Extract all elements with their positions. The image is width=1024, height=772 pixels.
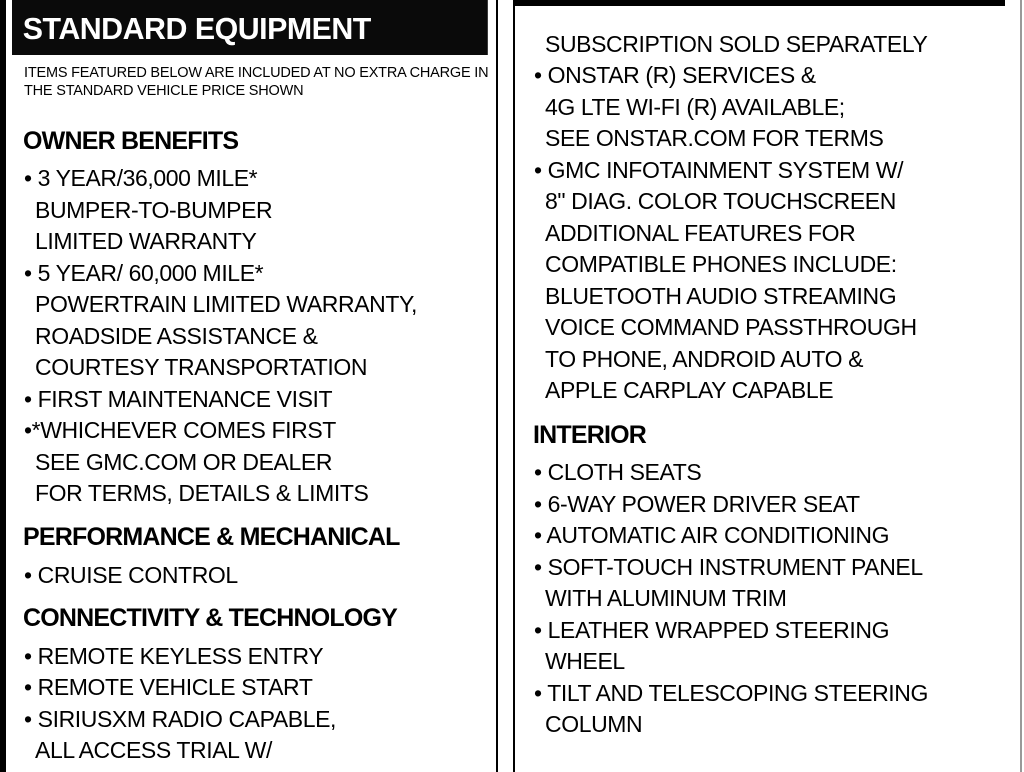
connectivity-continued-line: SUBSCRIPTION SOLD SEPARATELY	[545, 31, 928, 57]
connectivity-continued-line: • GMC INFOTAINMENT SYSTEM W/	[534, 157, 904, 183]
intro-line-1: ITEMS FEATURED BELOW ARE INCLUDED AT NO EXTRA CHARGE IN	[24, 65, 489, 81]
owner-benefits-line: • FIRST MAINTENANCE VISIT	[24, 386, 333, 412]
owner-benefits-line: • 5 YEAR/ 60,000 MILE*	[24, 260, 264, 286]
connectivity-continued-line: ADDITIONAL FEATURES FOR	[545, 220, 856, 246]
owner-benefits-line: SEE GMC.COM OR DEALER	[35, 449, 333, 475]
owner-benefits-line: ROADSIDE ASSISTANCE &	[35, 323, 318, 349]
interior-line: • CLOTH SEATS	[534, 459, 702, 485]
interior-line: WITH ALUMINUM TRIM	[545, 585, 787, 611]
owner-benefits-line: BUMPER-TO-BUMPER	[35, 197, 273, 223]
interior-line: • SOFT-TOUCH INSTRUMENT PANEL	[534, 554, 923, 580]
connectivity-continued-line: TO PHONE, ANDROID AUTO &	[545, 346, 864, 372]
interior-line: • AUTOMATIC AIR CONDITIONING	[534, 522, 890, 548]
connectivity-continued-line: COMPATIBLE PHONES INCLUDE:	[545, 251, 897, 277]
interior-line: COLUMN	[545, 711, 643, 737]
interior-line: • TILT AND TELESCOPING STEERING	[534, 680, 928, 706]
connectivity-continued-line: 4G LTE WI-FI (R) AVAILABLE;	[545, 94, 845, 120]
connectivity-line: ALL ACCESS TRIAL W/	[35, 737, 272, 763]
right-edge-rule	[1020, 0, 1022, 772]
connectivity-title: CONNECTIVITY & TECHNOLOGY	[23, 604, 398, 632]
performance-title: PERFORMANCE & MECHANICAL	[23, 523, 400, 551]
interior-line: WHEEL	[545, 648, 625, 674]
connectivity-continued-line: SEE ONSTAR.COM FOR TERMS	[545, 125, 884, 151]
intro-line-2: THE STANDARD VEHICLE PRICE SHOWN	[24, 83, 304, 99]
owner-benefits-line: LIMITED WARRANTY	[35, 228, 257, 254]
performance-line: • CRUISE CONTROL	[24, 562, 238, 588]
owner-benefits-title: OWNER BENEFITS	[23, 127, 239, 155]
connectivity-line: • SIRIUSXM RADIO CAPABLE,	[24, 706, 337, 732]
owner-benefits-line: FOR TERMS, DETAILS & LIMITS	[35, 480, 369, 506]
connectivity-continued-line: BLUETOOTH AUDIO STREAMING	[545, 283, 897, 309]
left-column	[0, 0, 498, 772]
right-column	[513, 0, 1024, 772]
interior-line: • LEATHER WRAPPED STEERING	[534, 617, 890, 643]
connectivity-continued-line: VOICE COMMAND PASSTHROUGH	[545, 314, 917, 340]
connectivity-line: • REMOTE VEHICLE START	[24, 674, 313, 700]
owner-benefits-line: COURTESY TRANSPORTATION	[35, 354, 368, 380]
top-rule	[515, 0, 1005, 6]
standard-equipment-banner: STANDARD EQUIPMENT	[12, 0, 488, 55]
intro-text	[24, 64, 494, 100]
connectivity-continued-line: 8" DIAG. COLOR TOUCHSCREEN	[545, 188, 896, 214]
interior-line: • 6-WAY POWER DRIVER SEAT	[534, 491, 860, 517]
owner-benefits-line: • 3 YEAR/36,000 MILE*	[24, 165, 258, 191]
connectivity-continued-line: • ONSTAR (R) SERVICES &	[534, 62, 816, 88]
owner-benefits-line: •*WHICHEVER COMES FIRST	[24, 417, 336, 443]
owner-benefits-line: POWERTRAIN LIMITED WARRANTY,	[35, 291, 417, 317]
connectivity-line: • REMOTE KEYLESS ENTRY	[24, 643, 324, 669]
connectivity-continued-line: APPLE CARPLAY CAPABLE	[545, 377, 834, 403]
interior-title: INTERIOR	[533, 421, 647, 449]
